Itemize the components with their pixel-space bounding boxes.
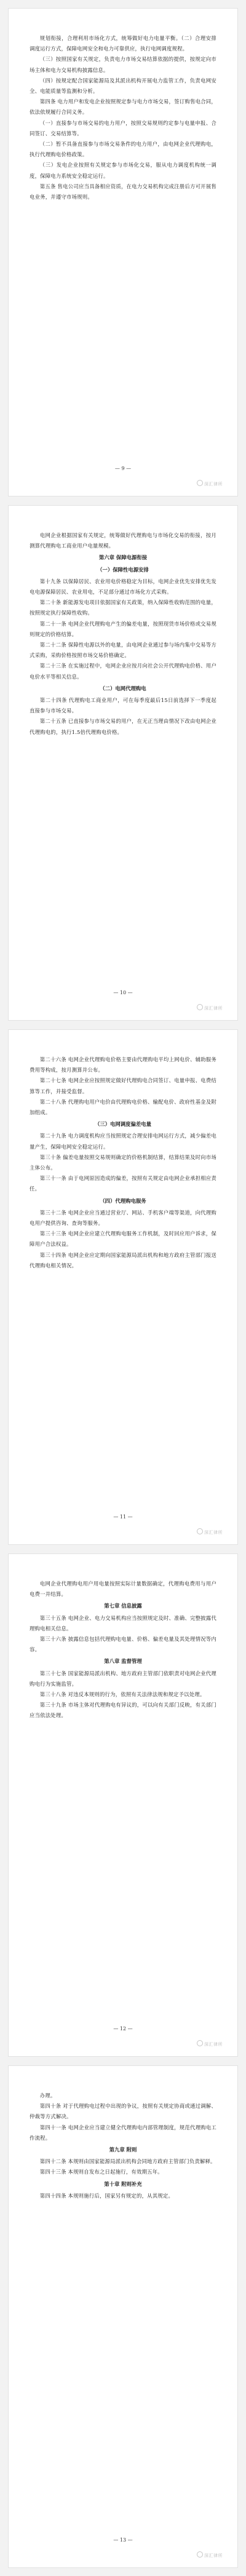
paragraph: （二）暂不具备直接参与市场交易条件的电力用户，由电网企业代理购电，执行代理购电价格政策。 [30, 141, 216, 158]
watermark-logo-icon [197, 2040, 203, 2046]
watermark-logo-icon [197, 480, 203, 486]
watermark: 深汇律所 [197, 1004, 223, 1011]
paragraph: 规划衔接，合理利用市场化方式，统筹做好电力电量平衡。（二）合理安排调度运行方式，保障电网安全和电力可靠供应，执行电网调度规程。 [30, 35, 216, 52]
paragraph: 第四条 电力用户和发电企业按照规定参与电力市场交易，签订购售电合同，依法依规履行合同义务。 [30, 98, 216, 116]
paragraph: 第二十九条 电力调度机构应当按照规定合理安排电网运行方式，减少偏差电量产生，保障电网安全稳定运行。 [30, 1133, 216, 1150]
paragraph: 第三十三条 电网企业应建立代理购电服务工作机制，及时回应用户诉求，保障用户合法权益。 [30, 1230, 216, 1248]
paragraph: （三）发电企业按照有关规定参与市场化交易，服从电力调度机构统一调度，保障电力系统安全稳定运行。 [30, 162, 216, 179]
paragraph: 第二十六条 电网企业代理购电价格主要由代理购电平均上网电价、辅助服务费用等构成，按月测算并公布。 [30, 1056, 216, 1074]
paragraph: 第二十八条 代理购电用户电价由代理购电价格、输配电价、政府性基金及附加组成。 [30, 1098, 216, 1116]
paragraph: （四）按规定配合国家能源局及其派出机构开展电力监管工作，负责电网安全、电能质量等监测和分析。 [30, 77, 216, 95]
chapter-heading: 第八章 监督管理 [104, 1658, 142, 1665]
paragraph: 第二十二条 保障性电源以外的电量，由电网企业通过参与场内集中交易等方式采购，采购价格按照市场交易价格确定。 [30, 642, 216, 659]
paragraph: 第三十五条 电网企业、电力交易机构应当按照规定及时、准确、完整披露代理购电相关信息。 [30, 1614, 216, 1632]
watermark: 深汇律所 [197, 2040, 223, 2048]
paragraph: （一）直接参与市场交易的电力用户，按照交易规则约定参与电量申报、合同签订、交易结算等。 [30, 119, 216, 137]
paragraph: 第四十一条 电网企业应当建立健全代理购电内部管理制度，规范代理购电工作流程。 [30, 2124, 216, 2141]
chapter-heading: 第七章 信息披露 [104, 1603, 142, 1609]
paragraph: 第二十五条 已直接参与市场交易的用户，在无正当理由情况下改由电网企业代理购电的，执行1.5倍代理购电价格。 [30, 718, 216, 735]
watermark: 深汇律所 [197, 1528, 223, 1536]
chapter-heading: 第六章 保障电源衔接 [98, 554, 148, 561]
page-body [30, 1579, 216, 1721]
section-heading: （二）电网代理购电 [100, 685, 146, 692]
section-heading: （一）保障性电源安排 [97, 566, 149, 573]
paragraph: 第十九条 以保障居民、农业用电价格稳定为目标，电网企业优先安排优先发电电源保障居民、农业用电，不足部分通过市场化方式采购。 [30, 578, 216, 596]
page-number: — 9 — [114, 466, 132, 471]
paragraph: 第三十一条 由于电网原因造成的偏差，按照有关规定由电网企业承担相应责任。 [30, 1175, 216, 1192]
page-body [30, 530, 216, 738]
watermark: 深汇律所 [197, 480, 223, 487]
paragraph: 第二十一条 电网企业代理购电产生的偏差电量，按照现货市场价格或交易规则规定的价格结算。 [30, 620, 216, 637]
paragraph: 第四十四条 本规则施行后，国家另有规定的，从其规定。 [39, 2192, 174, 2199]
paragraph: 第二十四条 代理购电工商业用户，可在每季度最后15日前选择下一季度起直接参与市场交易。 [30, 697, 216, 714]
document-page [9, 1554, 237, 2056]
section-heading: （四）代理购电服务 [100, 1197, 146, 1204]
paragraph: 电网企业根据国家有关规定，统筹做好代理购电与市场化交易的衔接，按月测算代理购电工商业用户电量规模。 [30, 532, 216, 549]
paragraph: 第二十七条 电网企业应按照规定做好代理购电合同签订、电量申报、电费结算等工作，并接受监督。 [30, 1077, 216, 1095]
paragraph: 第三十七条 国家能源局派出机构、地方政府主管部门依职责对电网企业代理购电行为实施监管。 [30, 1670, 216, 1687]
paragraph: 第五条 售电公司应当具备相应资质，在电力交易机构完成注册后方可开展售电业务，并遵守市场规则。 [30, 183, 216, 201]
paragraph: 第二十条 新能源发电项目依据国家有关政策，纳入保障性收购范围的电量，按照规定执行保障性收购。 [30, 599, 216, 616]
paragraph: 第四十条 对于代理购电过程中出现的争议，按照有关规定协商或通过调解、仲裁等方式解决。 [30, 2103, 216, 2120]
chapter-heading: 第十章 附则补充 [104, 2180, 142, 2187]
paragraph: 第三十条 偏差电量按照交易规则确定的价格机制结算，结算结果及时向市场主体公布。 [30, 1154, 216, 1171]
paragraph: （三）按照国家有关规定，负责电力市场交易结算依据的提供，按规定向市场主体和电力交易机构披露信息。 [30, 56, 216, 73]
paragraph: 第四十二条 本规则由国家能源局派出机构会同地方政府主管部门负责解释。 [39, 2158, 216, 2165]
page-number: — 11 — [113, 1514, 133, 1520]
page-body [30, 2091, 216, 2201]
watermark-logo-icon [197, 1004, 203, 1010]
watermark: 深汇律所 [197, 2551, 223, 2559]
document-page [9, 2066, 237, 2567]
watermark-logo-icon [197, 2551, 203, 2558]
document-page [9, 506, 237, 1020]
paragraph: 电网企业代理购电用户用电量按照实际计量数据确定，代理购电费用与用户电费一并结算。 [30, 1581, 216, 1598]
paragraph: 第三十六条 披露信息包括代理购电电量、价格、偏差电量及其处理情况等内容。 [30, 1636, 216, 1653]
chapter-heading: 第九章 附则 [109, 2147, 137, 2153]
page-number: — 12 — [113, 2026, 133, 2032]
page-body [30, 33, 216, 202]
paragraph: 第三十四条 电网企业应定期向国家能源局派出机构和地方政府主管部门报送代理购电相关情况。 [30, 1251, 216, 1269]
watermark-logo-icon [197, 1528, 203, 1534]
paragraph: 办理。 [39, 2092, 56, 2099]
paragraph: 第三十九条 市场主体对代理购电有异议的，可以向有关部门反映，有关部门应当依法处理。 [30, 1702, 216, 1719]
section-heading: （三）电网调度偏差电量 [94, 1121, 152, 1128]
paragraph: 第四十三条 本规则自发布之日起施行，有效期五年。 [39, 2169, 163, 2175]
document-page [9, 1030, 237, 1544]
paragraph: 第二十三条 在实施过程中，电网企业应按月向社会公开代理购电价格、用户电价水平等相关信息。 [30, 663, 216, 680]
page-number: — 13 — [113, 2537, 133, 2543]
paragraph: 第三十八条 对违反本规则的行为，依照有关法律法规和规定予以处理。 [39, 1691, 205, 1698]
document-page [9, 9, 237, 496]
paragraph: 第三十二条 电网企业应当通过营业厅、网站、手机客户端等渠道，向代理购电用户提供咨询、查询等服务。 [30, 1209, 216, 1227]
page-body [30, 1055, 216, 1271]
page-number: — 10 — [113, 990, 133, 995]
